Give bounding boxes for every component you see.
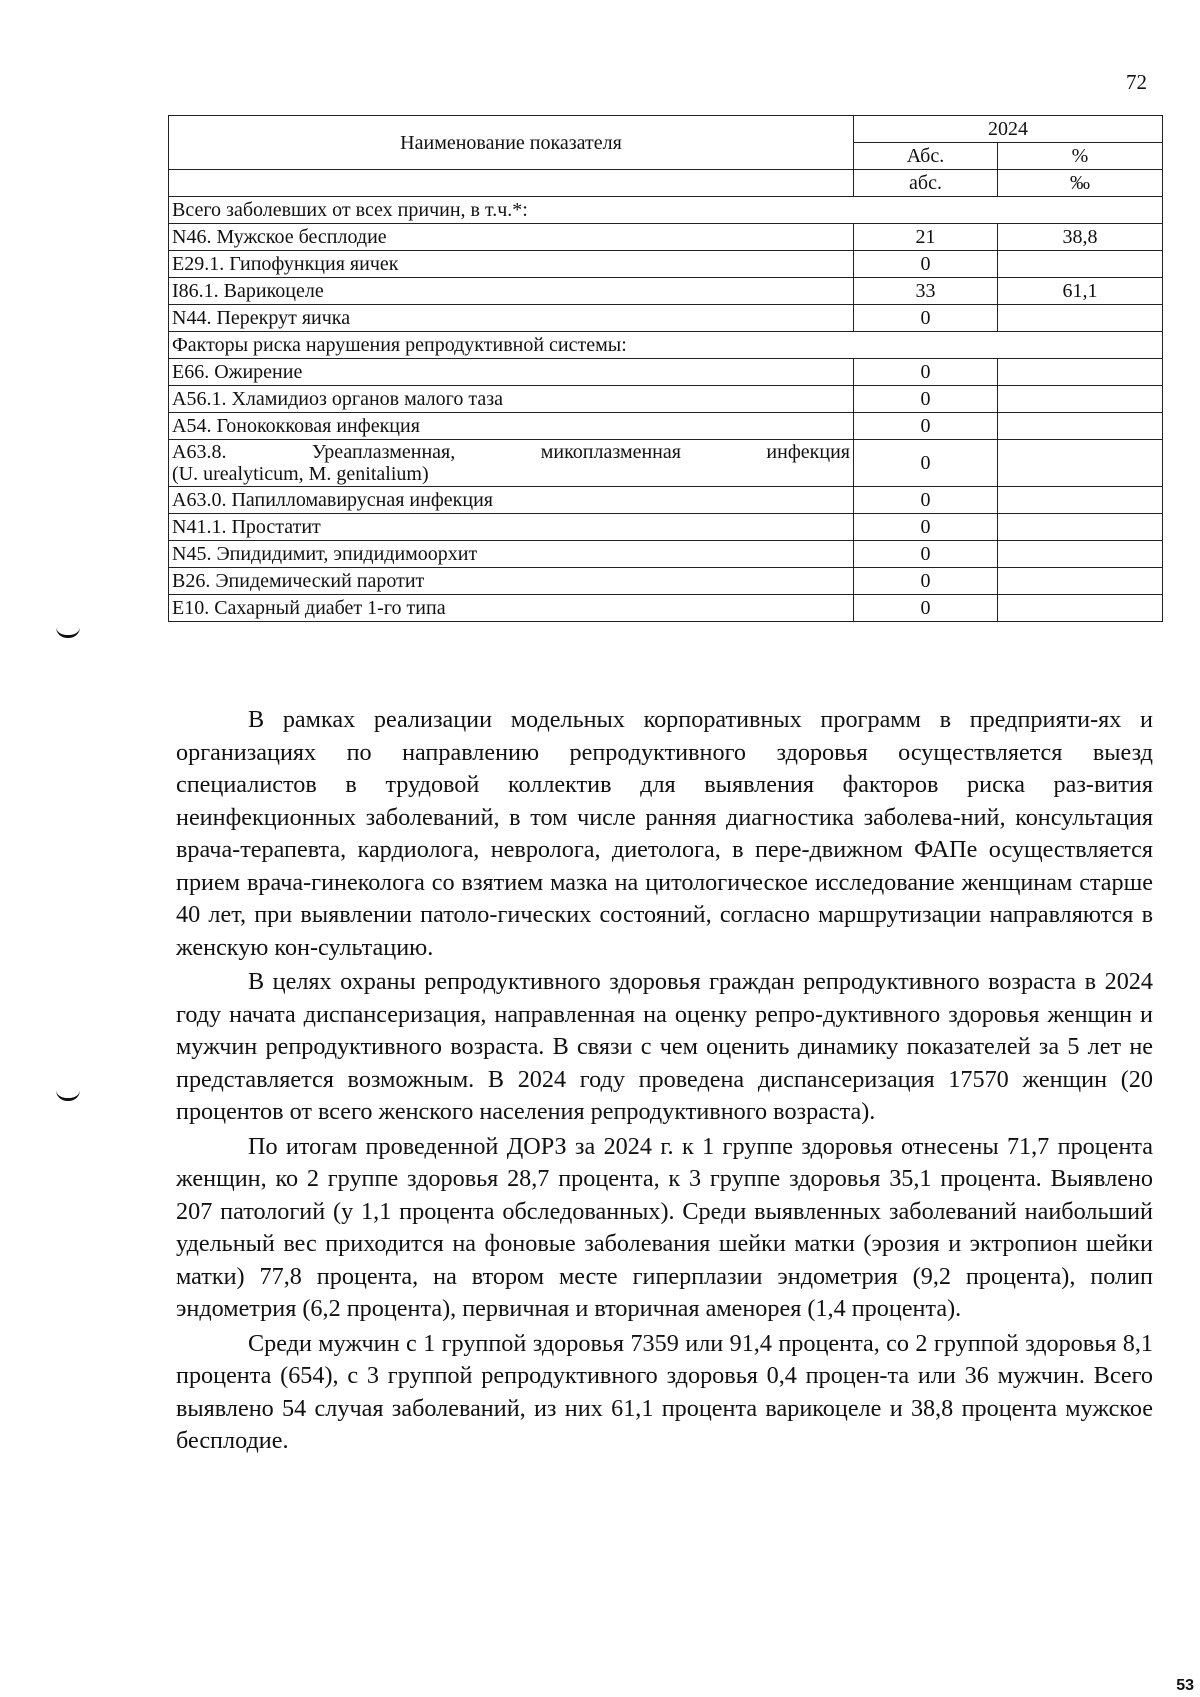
pct-value	[998, 440, 1163, 487]
pct-value	[998, 386, 1163, 413]
table-row	[169, 540, 1163, 567]
abs-value: 0	[854, 413, 998, 440]
pct-value: 61,1	[998, 278, 1163, 305]
pct-value	[998, 359, 1163, 386]
indicator-name-line: (U. urealyticum, M. genitalium)	[172, 463, 429, 486]
abs-value: 0	[854, 251, 998, 278]
pct-value	[998, 305, 1163, 332]
abs-value: 0	[854, 359, 998, 386]
abs-value: 0	[854, 486, 998, 513]
table-row	[169, 359, 1163, 386]
indicator-name: Е10. Сахарный диабет 1-го типа	[169, 594, 854, 621]
table-units-row	[169, 170, 1163, 197]
pct-value	[998, 413, 1163, 440]
pct-value	[998, 594, 1163, 621]
indicator-name: N45. Эпидидимит, эпидидимоорхит	[169, 540, 854, 567]
pct-value	[998, 567, 1163, 594]
abs-value: 0	[854, 440, 998, 487]
table-row	[169, 278, 1163, 305]
table-row	[169, 594, 1163, 621]
table-section-row	[169, 332, 1163, 359]
indicator-name-line	[172, 441, 850, 463]
table-row	[169, 440, 1163, 487]
unit-permille: ‰	[998, 170, 1163, 197]
abs-value: 21	[854, 224, 998, 251]
abs-value: 0	[854, 386, 998, 413]
indicator-name-word: инфекция	[766, 441, 850, 463]
table-header-row	[169, 116, 1163, 143]
column-header-year: 2024	[854, 116, 1163, 143]
page-number: 72	[1126, 70, 1147, 94]
indicator-name-word: А63.8.	[172, 441, 227, 463]
indicators-table	[168, 115, 1163, 622]
indicator-name: Е29.1. Гипофункция яичек	[169, 251, 854, 278]
pct-value: 38,8	[998, 224, 1163, 251]
section-label: Всего заболевших от всех причин, в т.ч.*:	[169, 197, 1163, 224]
indicator-name: N41.1. Простатит	[169, 513, 854, 540]
column-header-name: Наименование показателя	[169, 116, 854, 170]
paragraph: По итогам проведенной ДОРЗ за 2024 г. к 1 группе здоровья отнесены 71,7 процента женщин, ко 2 группе здоровья 28,7 процента, к 3 группе здоровья 35,1 процента. Выявлено 207 патологий (у 1,1 процента обследованных). Среди выявленных заболеваний наибольший удельный вес приходится на фоновые заболевания шейки матки (эрозия и эктропион шейки матки) 77,8 процента, на втором месте гиперплазии эндометрия (9,2 процента), полип эндометрия (6,2 процента), первичная и вторичная аменорея (1,4 процента).	[176, 1132, 1153, 1322]
corner-mark: 53	[1176, 1677, 1194, 1694]
abs-value: 0	[854, 567, 998, 594]
table-row	[169, 224, 1163, 251]
binder-mark	[56, 1090, 80, 1101]
table-row	[169, 305, 1163, 332]
table-body	[169, 197, 1163, 622]
pct-value	[998, 540, 1163, 567]
column-header-pct: %	[998, 143, 1163, 170]
paragraph: Среди мужчин с 1 группой здоровья 7359 или 91,4 процента, со 2 группой здоровья 8,1 процента (654), с 3 группой репродуктивного здоровья 0,4 процен-та или 36 мужчин. Всего выявлено 54 случая заболеваний, из них 61,1 процента варикоцеле и 38,8 процента мужское бесплодие.	[176, 1329, 1153, 1454]
indicator-name: I86.1. Варикоцеле	[169, 278, 854, 305]
pct-value	[998, 513, 1163, 540]
paragraph: В рамках реализации модельных корпоративных программ в предприяти-ях и организациях по направлению репродуктивного здоровья осуществляется выезд специалистов в трудовой коллектив для выявления факторов риска раз-вития неинфекционных заболеваний, в том числе ранняя диагностика заболева-ний, консультация врача-терапевта, кардиолога, невролога, диетолога, в пере-движном ФАПе осуществляется прием врача-гинеколога со взятием мазка на цитологическое исследование женщинам старше 40 лет, при выявлении патоло-гических состояний, согласно маршрутизации направляются в женскую кон-сультацию.	[176, 706, 1153, 961]
table-row	[169, 567, 1163, 594]
pct-value	[998, 486, 1163, 513]
indicator-name-word: микоплазменная	[540, 441, 681, 463]
indicator-name: Е66. Ожирение	[169, 359, 854, 386]
indicator-name: В26. Эпидемический паротит	[169, 567, 854, 594]
abs-value: 0	[854, 513, 998, 540]
abs-value: 0	[854, 594, 998, 621]
abs-value: 0	[854, 540, 998, 567]
table-row	[169, 251, 1163, 278]
table-row	[169, 413, 1163, 440]
abs-value: 33	[854, 278, 998, 305]
indicator-name	[169, 440, 854, 487]
table-row	[169, 513, 1163, 540]
indicator-name: N46. Мужское бесплодие	[169, 224, 854, 251]
section-label: Факторы риска нарушения репродуктивной системы:	[169, 332, 1163, 359]
indicator-name: N44. Перекрут яичка	[169, 305, 854, 332]
indicator-name-word: Уреаплазменная,	[311, 441, 456, 463]
binder-mark	[56, 627, 80, 638]
unit-abs: абс.	[854, 170, 998, 197]
indicator-name: А54. Гонококковая инфекция	[169, 413, 854, 440]
units-empty-cell	[169, 170, 854, 197]
indicator-name: А63.0. Папилломавирусная инфекция	[169, 486, 854, 513]
table-section-row	[169, 197, 1163, 224]
table-row	[169, 486, 1163, 513]
report-text	[176, 704, 1153, 1460]
table-row	[169, 386, 1163, 413]
paragraph: В целях охраны репродуктивного здоровья граждан репродуктивного возраста в 2024 году начата диспансеризация, направленная на оценку репро-дуктивного здоровья женщин и мужчин репродуктивного возраста. В связи с чем оценить динамику показателей за 5 лет не представляется возможным. В 2024 году проведена диспансеризация 17570 женщин (20 процентов от всего женского населения репродуктивного возраста).	[176, 968, 1153, 1125]
indicator-name: А56.1. Хламидиоз органов малого таза	[169, 386, 854, 413]
pct-value	[998, 251, 1163, 278]
column-header-abs: Абс.	[854, 143, 998, 170]
abs-value: 0	[854, 305, 998, 332]
